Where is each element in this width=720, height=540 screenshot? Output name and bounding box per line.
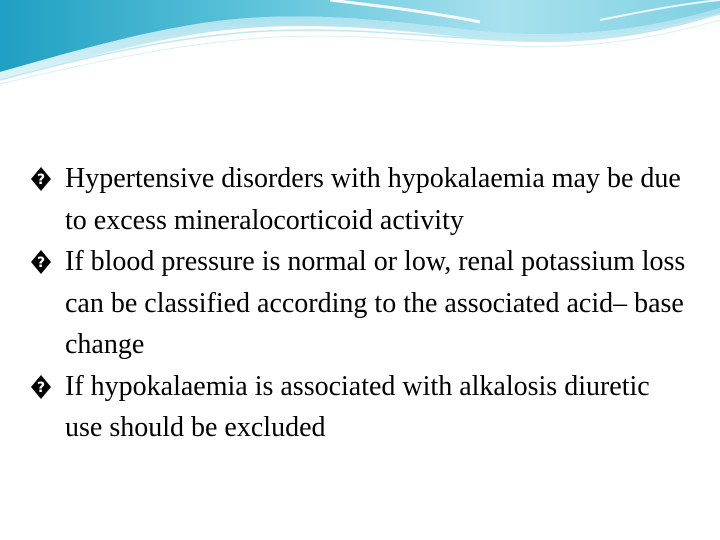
header-wave-decoration [0,0,720,90]
svg-text:?: ? [36,172,46,188]
bullet-item-2 [30,241,690,366]
bullet-list [30,158,690,449]
replacement-character-icon [30,366,65,407]
replacement-character-icon [30,158,65,199]
bullet-text-3: If hypokalaemia is associated with alkalosis diuretic use should be excluded [65,370,650,443]
replacement-character-icon [30,241,65,282]
svg-text:?: ? [36,255,46,271]
bullet-text-2: If blood pressure is normal or low, renal potassium loss can be classified according to the associated acid– base change [65,246,686,360]
bullet-item-1 [30,158,690,241]
svg-text:?: ? [36,379,46,396]
bullet-item-3 [30,366,690,449]
bullet-text-1: Hypertensive disorders with hypokalaemia may be due to excess mineralocorticoid activity [65,163,681,236]
